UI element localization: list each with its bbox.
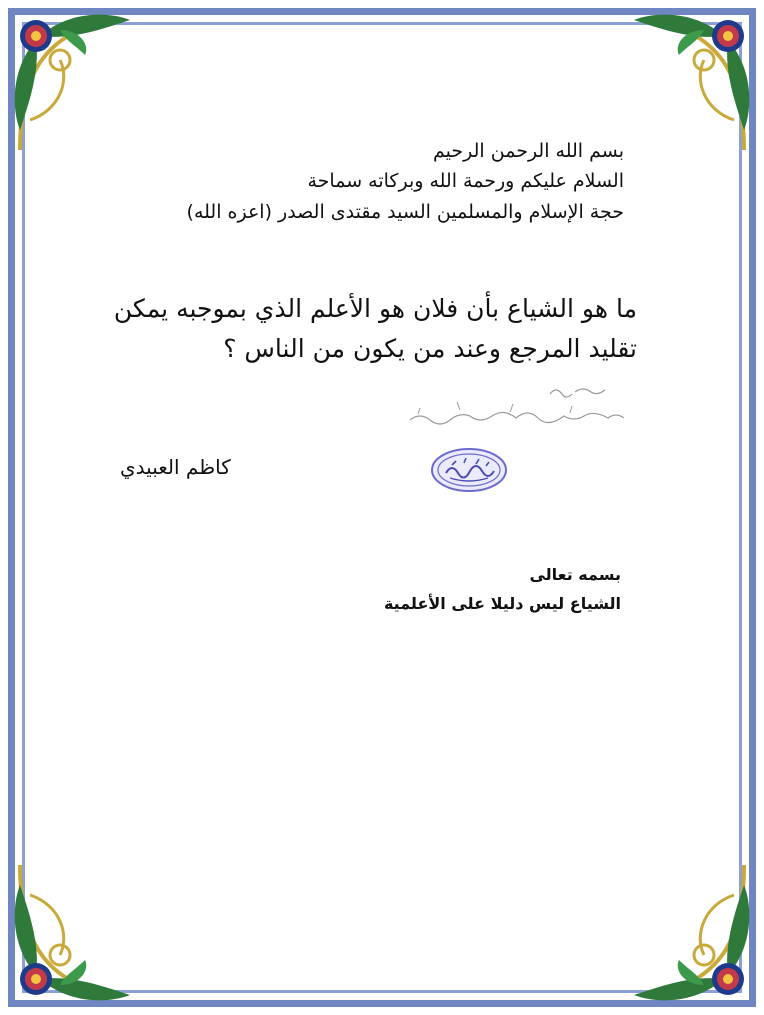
greeting-line: السلام عليكم ورحمة الله وبركاته سماحة (307, 170, 624, 192)
seal-stamp-icon (430, 447, 508, 493)
addressee-line: حجة الإسلام والمسلمين السيد مقتدى الصدر (اعزه الله) (186, 201, 624, 223)
question-line: ما هو الشياع بأن فلان هو الأعلم الذي بموجبه يمكن (113, 294, 637, 323)
signer-name: كاظم العبيدي (120, 455, 231, 479)
handwritten-note-icon (400, 380, 630, 440)
corner-ornament-icon (0, 0, 170, 170)
corner-ornament-icon (594, 845, 764, 1015)
corner-ornament-icon (0, 845, 170, 1015)
basmala-line: بسم الله الرحمن الرحيم (433, 140, 624, 162)
reply-heading: بسمه تعالى (529, 565, 621, 584)
reply-text: الشياع ليس دليلا على الأعلمية (383, 594, 621, 613)
question-line: تقليد المرجع وعند من يكون من الناس ؟ (223, 334, 637, 363)
